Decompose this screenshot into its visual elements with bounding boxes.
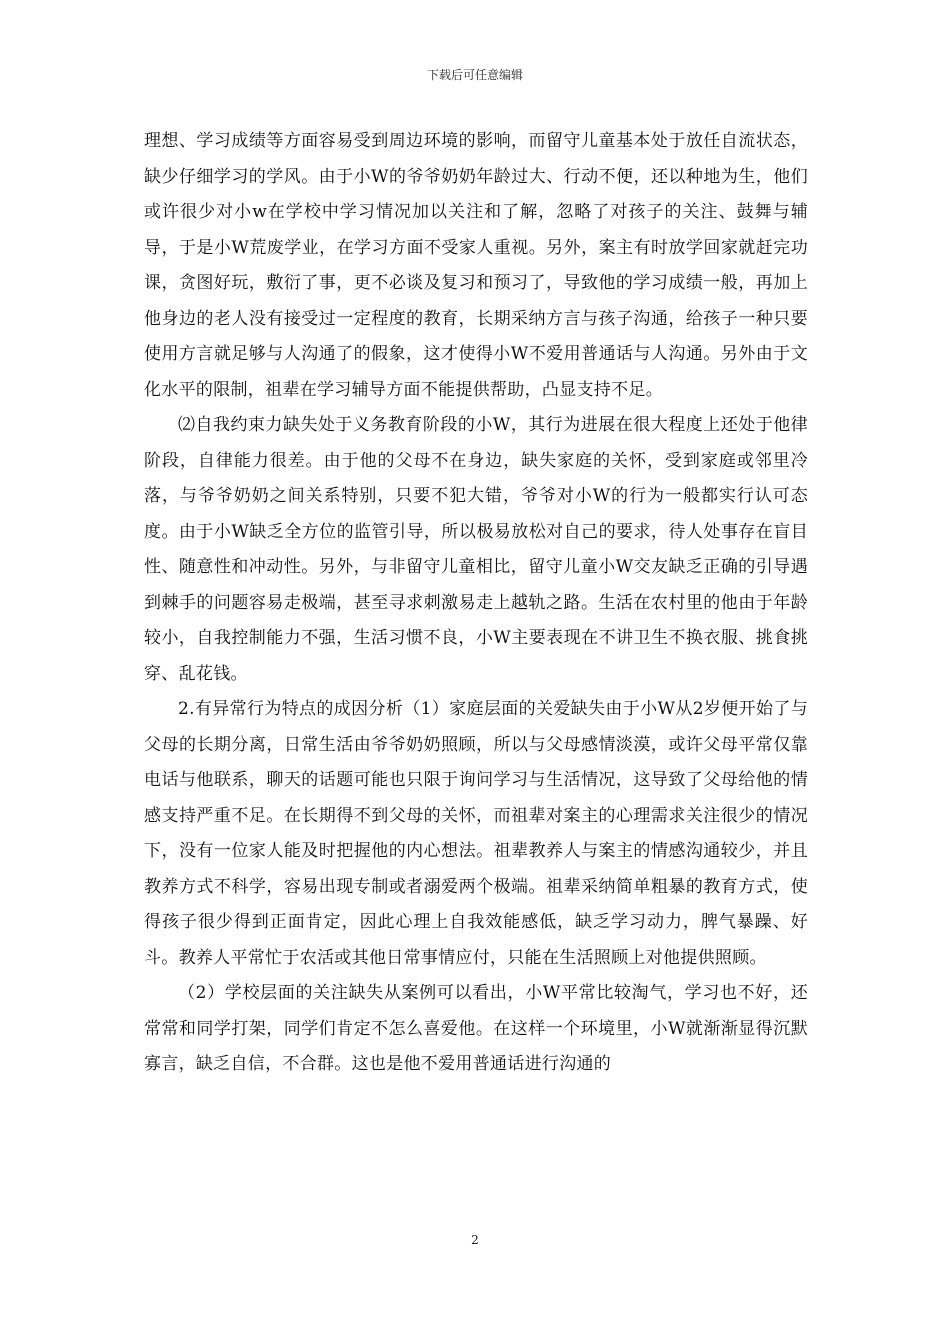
paragraph-cause-analysis: 2.有异常行为特点的成因分析（1）家庭层面的关爱缺失由于小W从2岁便开始了与父母的长期分离，日常生活由爷爷奶奶照顾，所以与父母感情淡漠，或许父母平常仅靠电话与他联系，聊天的话题可能也只限于询问学习与生活情况，这导致了父母给他的情感支持严重不足。在长期得不到父母的关怀，而祖辈对案主的心理需求关注很少的情况下，没有一位家人能及时把握他的内心想法。祖辈教养人与案主的情感沟通较少，并且教养方式不科学，容易出现专制或者溺爱两个极端。祖辈采纳简单粗暴的教育方式，使得孩子很少得到正面肯定，因此心理上自我效能感低，缺乏学习动力，脾气暴躁、好斗。教养人平常忙于农活或其他日常事情应付，只能在生活照顾上对他提供照顾。: [144, 699, 808, 968]
document-body: [144, 124, 808, 1083]
paragraph-continuation: 理想、学习成绩等方面容易受到周边环境的影响，而留守儿童基本处于放任自流状态，缺少仔细学习的学风。由于小W的爷爷奶奶年龄过大、行动不便，还以种地为生，他们或许很少对小w在学校中学习情况加以关注和了解，忽略了对孩子的关注、鼓舞与辅导，于是小W荒废学业，在学习方面不受家人重视。另外，案主有时放学回家就赶完功课，贪图好玩，敷衍了事，更不必谈及复习和预习了，导致他的学习成绩一般，再加上他身边的老人没有接受过一定程度的教育，长期采纳方言与孩子沟通，给孩子一种只要使用方言就足够与人沟通了的假象，这才使得小W不爱用普通话与人沟通。另外由于文化水平的限制，祖辈在学习辅导方面不能提供帮助，凸显支持不足。: [144, 131, 808, 400]
paragraph-school-level: （2）学校层面的关注缺失从案例可以看出，小W平常比较淘气，学习也不好，还常常和同学打架，同学们肯定不怎么喜爱他。在这样一个环境里，小W就渐渐显得沉默寡言，缺乏自信，不合群。这也是他不爱用普通话进行沟通的: [144, 983, 808, 1074]
page-header: 下载后可任意编辑: [426, 68, 523, 82]
page-number: 2: [471, 1233, 479, 1247]
paragraph-self-control: ⑵自我约束力缺失处于义务教育阶段的小W，其行为进展在很大程度上还处于他律阶段，自律能力很差。由于他的父母不在身边，缺失家庭的关怀，受到家庭或邻里冷落，与爷爷奶奶之间关系特别，只要不犯大错，爷爷对小W的行为一般都实行认可态度。由于小W缺乏全方位的监管引导，所以极易放松对自己的要求，待人处事存在盲目性、随意性和冲动性。另外，与非留守儿童相比，留守儿童小W交友缺乏正确的引导遇到棘手的问题容易走极端，甚至寻求刺激易走上越轨之路。生活在农村里的他由于年龄较小，自我控制能力不强，生活习惯不良，小W主要表现在不讲卫生不换衣服、挑食挑穿、乱花钱。: [144, 415, 808, 684]
